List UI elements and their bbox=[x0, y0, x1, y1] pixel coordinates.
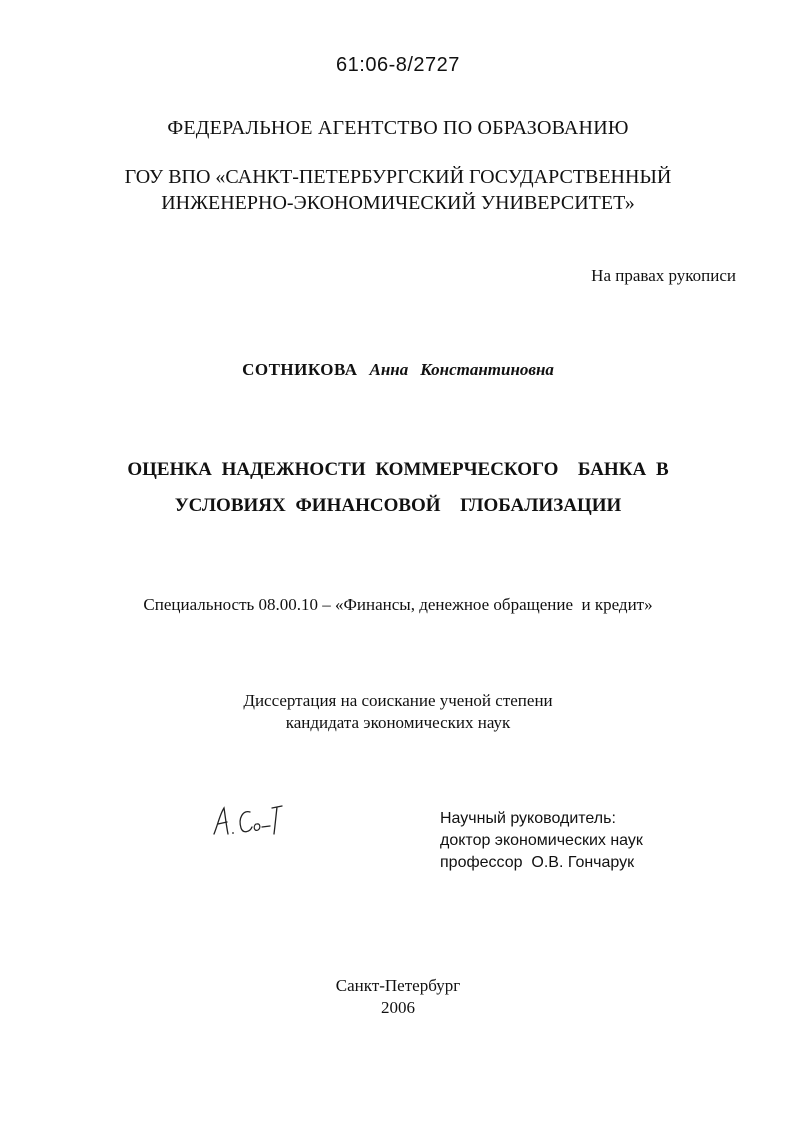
author-patronymic: Константиновна bbox=[420, 360, 554, 379]
university-line-2: ИНЖЕНЕРНО-ЭКОНОМИЧЕСКИЙ УНИВЕРСИТЕТ» bbox=[161, 192, 635, 214]
university-line-1: ГОУ ВПО «САНКТ-ПЕТЕРБУРГСКИЙ ГОСУДАРСТВЕННЫЙ bbox=[124, 166, 672, 188]
agency-name: ФЕДЕРАЛЬНОЕ АГЕНТСТВО ПО ОБРАЗОВАНИЮ bbox=[167, 117, 629, 139]
city: Санкт-Петербург bbox=[335, 976, 461, 995]
dissertation-degree bbox=[0, 690, 796, 734]
dissertation-title bbox=[0, 452, 796, 524]
supervisor-name: профессор О.В. Гончарук bbox=[440, 854, 635, 871]
handwritten-signature bbox=[210, 800, 290, 840]
place-and-year bbox=[0, 975, 796, 1019]
manuscript-note: На правах рукописи bbox=[591, 266, 736, 285]
supervisor-label: Научный руководитель: bbox=[440, 810, 616, 827]
year: 2006 bbox=[381, 998, 415, 1017]
supervisor-block bbox=[440, 808, 643, 874]
supervisor-degree: доктор экономических наук bbox=[440, 832, 643, 849]
title-line-2: УСЛОВИЯХ ФИНАНСОВОЙ ГЛОБАЛИЗАЦИИ bbox=[174, 495, 622, 516]
speciality: Специальность 08.00.10 – «Финансы, денежное обращение и кредит» bbox=[143, 595, 653, 614]
catalog-code: 61:06-8/2727 bbox=[336, 54, 460, 76]
author-first-name: Анна bbox=[369, 360, 409, 379]
author-name bbox=[0, 360, 796, 380]
title-line-1: ОЦЕНКА НАДЕЖНОСТИ КОММЕРЧЕСКОГО БАНКА В bbox=[127, 459, 669, 480]
university-name bbox=[0, 164, 796, 216]
author-surname: СОТНИКОВА bbox=[242, 360, 358, 379]
degree-line-1: Диссертация на соискание ученой степени bbox=[243, 691, 553, 710]
degree-line-2: кандидата экономических наук bbox=[285, 713, 511, 732]
